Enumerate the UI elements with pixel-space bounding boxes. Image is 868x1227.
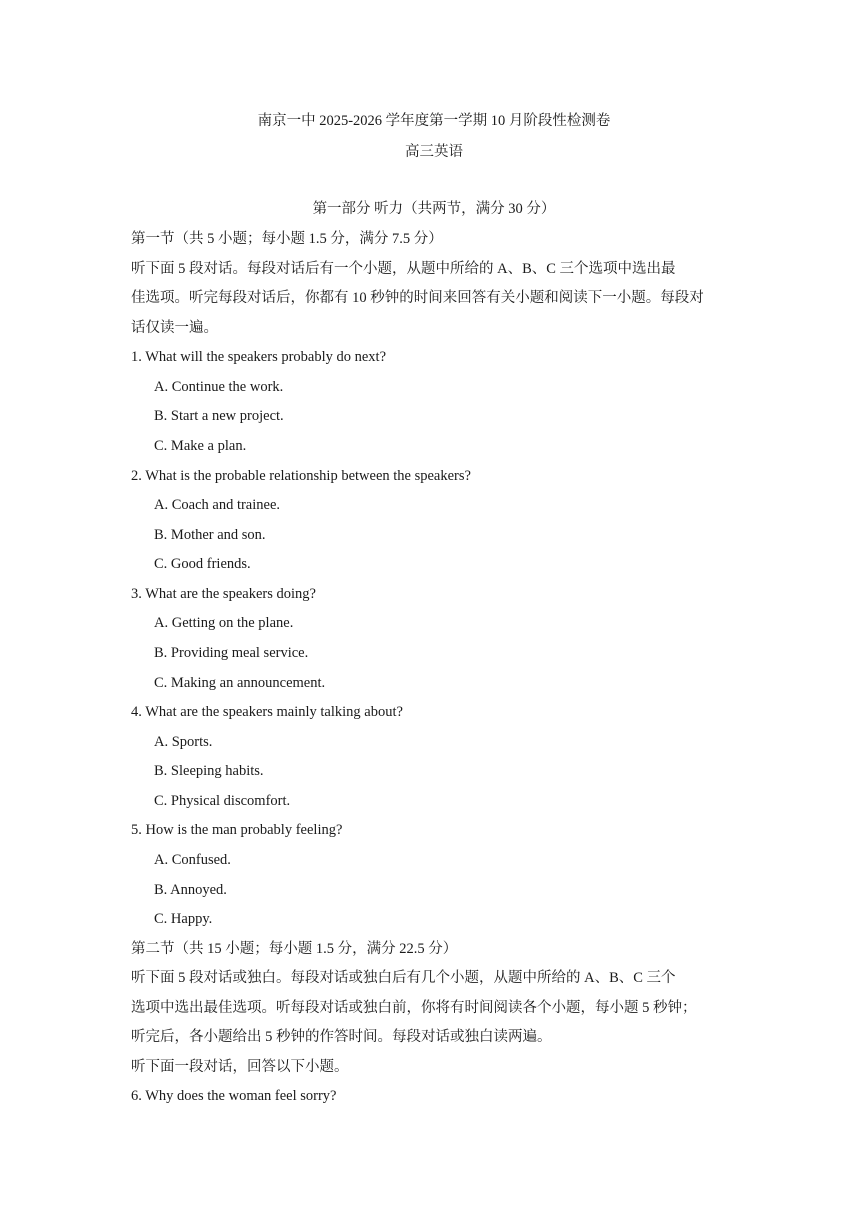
section2-subinstruction: 听下面一段对话，回答以下小题。 — [131, 1059, 349, 1075]
answer-option: A. Coach and trainee. — [154, 497, 281, 513]
question-stem: 5. How is the man probably feeling? — [131, 822, 343, 838]
section1-instruction-line: 佳选项。听完每段对话后，你都有 10 秒钟的时间来回答有关小题和阅读下一小题。每段对 — [131, 290, 704, 306]
answer-option: A. Getting on the plane. — [154, 615, 294, 631]
section1-instruction-line: 听下面 5 段对话。每段对话后有一个小题，从题中所给的 A、B、C 三个选项中选出最 — [131, 261, 676, 277]
answer-option: A. Confused. — [154, 852, 231, 868]
answer-option: B. Providing meal service. — [154, 645, 309, 661]
part1-heading: 第一部分 听力（共两节，满分 30 分） — [312, 201, 556, 217]
section2-instruction-line: 听完后，各小题给出 5 秒钟的作答时间。每段对话或独白读两遍。 — [131, 1029, 552, 1045]
question-stem: 2. What is the probable relationship between the speakers? — [131, 468, 471, 484]
answer-option: C. Physical discomfort. — [154, 793, 291, 809]
answer-option: B. Annoyed. — [154, 882, 227, 898]
section2-heading: 第二节（共 15 小题；每小题 1.5 分，满分 22.5 分） — [131, 941, 458, 957]
question-stem: 4. What are the speakers mainly talking about? — [131, 704, 403, 720]
section2-instruction-line: 听下面 5 段对话或独白。每段对话或独白后有几个小题，从题中所给的 A、B、C 三个 — [131, 970, 676, 986]
question-stem: 3. What are the speakers doing? — [131, 586, 316, 602]
section1-heading: 第一节（共 5 小题；每小题 1.5 分，满分 7.5 分） — [131, 231, 443, 247]
answer-option: C. Make a plan. — [154, 438, 247, 454]
question-stem: 6. Why does the woman feel sorry? — [131, 1088, 337, 1104]
answer-option: B. Mother and son. — [154, 527, 266, 543]
answer-option: A. Sports. — [154, 734, 213, 750]
exam-title: 南京一中 2025-2026 学年度第一学期 10 月阶段性检测卷 — [257, 113, 611, 129]
question-stem: 1. What will the speakers probably do next? — [131, 349, 387, 365]
answer-option: B. Sleeping habits. — [154, 763, 264, 779]
section1-instruction-line: 话仅读一遍。 — [131, 320, 218, 336]
answer-option: A. Continue the work. — [154, 379, 284, 395]
answer-option: C. Making an announcement. — [154, 675, 326, 691]
section2-instruction-line: 选项中选出最佳选项。听每段对话或独白前，你将有时间阅读各个小题，每小题 5 秒钟； — [131, 1000, 697, 1016]
answer-option: C. Happy. — [154, 911, 213, 927]
answer-option: C. Good friends. — [154, 556, 251, 572]
answer-option: B. Start a new project. — [154, 408, 284, 424]
exam-subtitle: 高三英语 — [405, 144, 463, 160]
